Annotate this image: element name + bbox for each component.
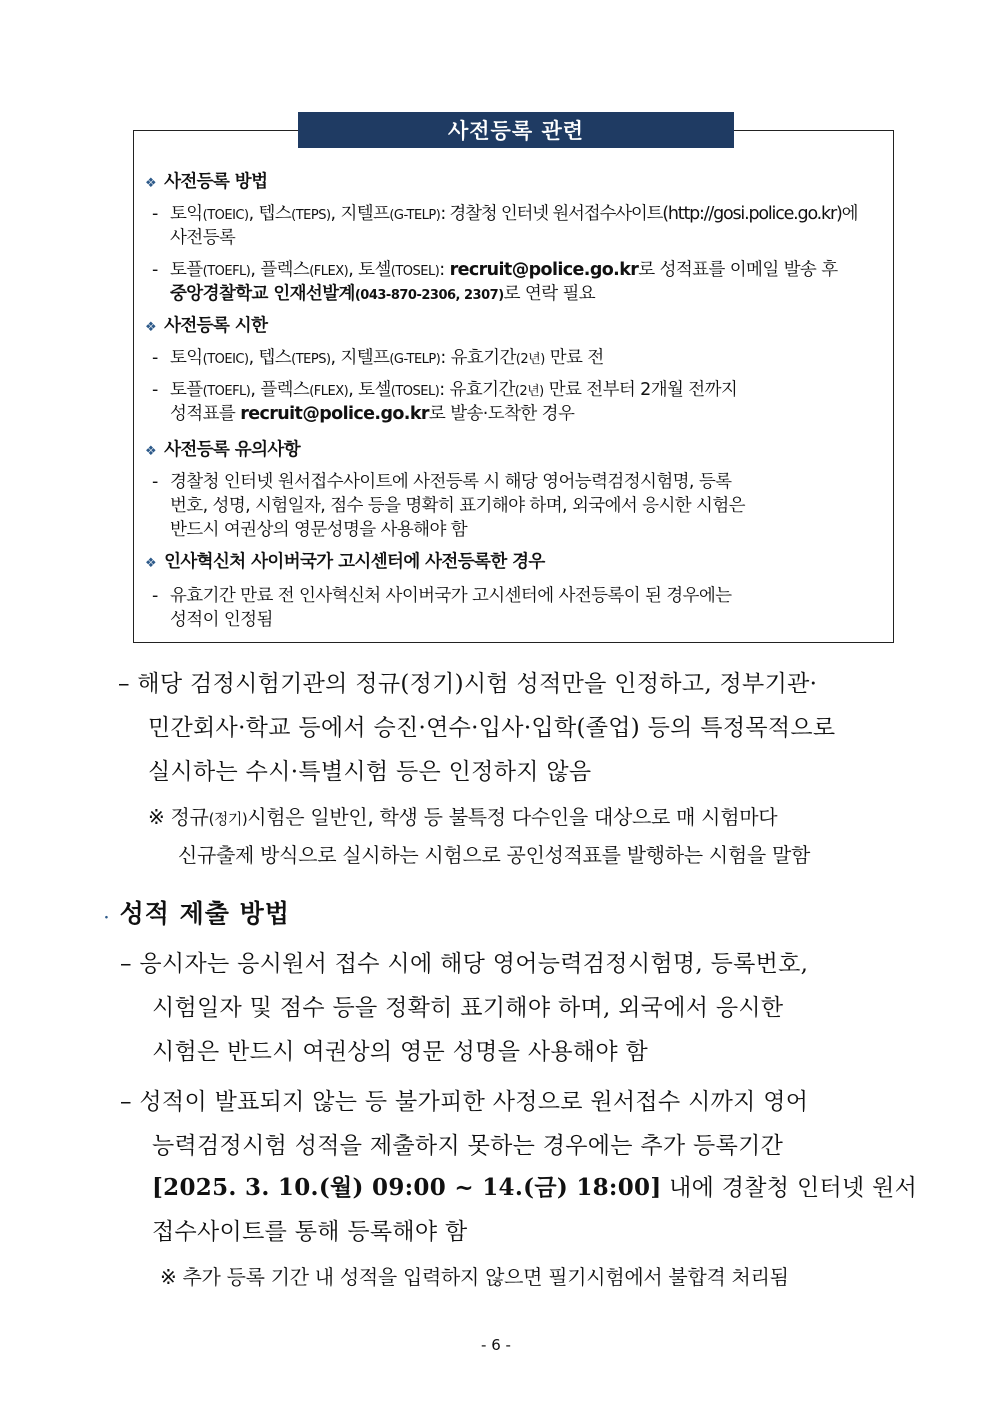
diamond-bullet-icon: ❖	[145, 556, 157, 571]
cautions-line-2: 번호, 성명, 시험일자, 점수 등을 명확히 표기해야 하며, 외국에서 응시한 시험은	[170, 496, 745, 516]
section-heading-deadline: ❖ 사전등록 시한	[145, 316, 268, 336]
section-heading-cautions: ❖ 사전등록 유의사항	[145, 440, 300, 460]
email-text: recruit@police.go.kr	[240, 404, 429, 424]
note2: ※ 추가 등록 기간 내 성적을 입력하지 않으면 필기시험에서 불합격 처리됨	[160, 1265, 789, 1289]
para1-line-2: 민간회사·학교 등에서 승진·연수·입사·입학(졸업) 등의 특정목적으로	[148, 715, 836, 741]
method-line-2: - 토플(TOEFL), 플렉스(FLEX), 토셀(TOSEL): recruit@police.go.kr로 성적표를 이메일 발송 후	[152, 260, 838, 280]
para3-line-4: 접수사이트를 통해 등록해야 함	[152, 1219, 468, 1245]
section-heading-cyber-center: ❖ 인사혁신처 사이버국가 고시센터에 사전등록한 경우	[145, 552, 545, 572]
cyber-line-1: - 유효기간 만료 전 인사혁신처 사이버국가 고시센터에 사전등록이 된 경우에는	[152, 586, 732, 606]
note1-line-2: 신규출제 방식으로 실시하는 시험으로 공인성적표를 발행하는 시험을 말함	[178, 843, 811, 867]
deadline-line-2-cont: 성적표를 recruit@police.go.kr로 발송·도착한 경우	[170, 404, 575, 424]
diamond-bullet-icon: ❖	[145, 320, 157, 335]
cyber-line-2: 성적이 인정됨	[170, 610, 273, 630]
para1-line-3: 실시하는 수시·특별시험 등은 인정하지 않음	[148, 759, 592, 785]
method-line-2-cont: 중앙경찰학교 인재선발계(043-870-2306, 2307)로 연락 필요	[170, 284, 596, 304]
diamond-bullet-icon: ❖	[145, 444, 157, 459]
additional-registration-period: [2025. 3. 10.(월) 09:00 ~ 14.(금) 18:00]	[152, 1174, 662, 1201]
para2-line-3: 시험은 반드시 여권상의 영문 성명을 사용해야 함	[152, 1039, 649, 1065]
method-line-1-cont: 사전등록	[170, 228, 236, 248]
email-text: recruit@police.go.kr	[449, 260, 639, 280]
para2-line-2: 시험일자 및 점수 등을 정확히 표기해야 하며, 외국에서 응시한	[152, 995, 784, 1021]
method-line-1: - 토익(TOEIC), 텝스(TEPS), 지텔프(G-TELP): 경찰청 인터넷 원서접수사이트(http://gosi.police.go.kr)에	[152, 204, 858, 224]
deadline-line-2: - 토플(TOEFL), 플렉스(FLEX), 토셀(TOSEL): 유효기간(2년) 만료 전부터 2개월 전까지	[152, 380, 738, 400]
box-title: 사전등록 관련	[298, 112, 734, 148]
bullet-icon: ·	[104, 910, 110, 926]
para1-line-1: – 해당 검정시험기관의 정규(정기)시험 성적만을 인정하고, 정부기관·	[118, 671, 818, 697]
note1-line-1: ※ 정규(정기)시험은 일반인, 학생 등 불특정 다수인을 대상으로 매 시험마다	[148, 805, 778, 829]
para2-line-1: – 응시자는 응시원서 접수 시에 해당 영어능력검정시험명, 등록번호,	[120, 951, 809, 977]
para3-line-1: – 성적이 발표되지 않는 등 불가피한 사정으로 원서접수 시까지 영어	[120, 1089, 809, 1115]
para3-line-2: 능력검정시험 성적을 제출하지 못하는 경우에는 추가 등록기간	[152, 1133, 784, 1159]
page-number: - 6 -	[481, 1336, 511, 1354]
section-title: · 성적 제출 방법	[104, 899, 290, 928]
para3-line-3: [2025. 3. 10.(월) 09:00 ~ 14.(금) 18:00] 내에 경찰청 인터넷 원서	[152, 1174, 918, 1201]
deadline-line-1: - 토익(TOEIC), 텝스(TEPS), 지텔프(G-TELP): 유효기간(2년) 만료 전	[152, 348, 604, 368]
cautions-line-1: - 경찰청 인터넷 원서접수사이트에 사전등록 시 해당 영어능력검정시험명, 등록	[152, 472, 732, 492]
cautions-line-3: 반드시 여권상의 영문성명을 사용해야 함	[170, 520, 468, 540]
diamond-bullet-icon: ❖	[145, 176, 157, 191]
section-heading-method: ❖ 사전등록 방법	[145, 172, 268, 192]
